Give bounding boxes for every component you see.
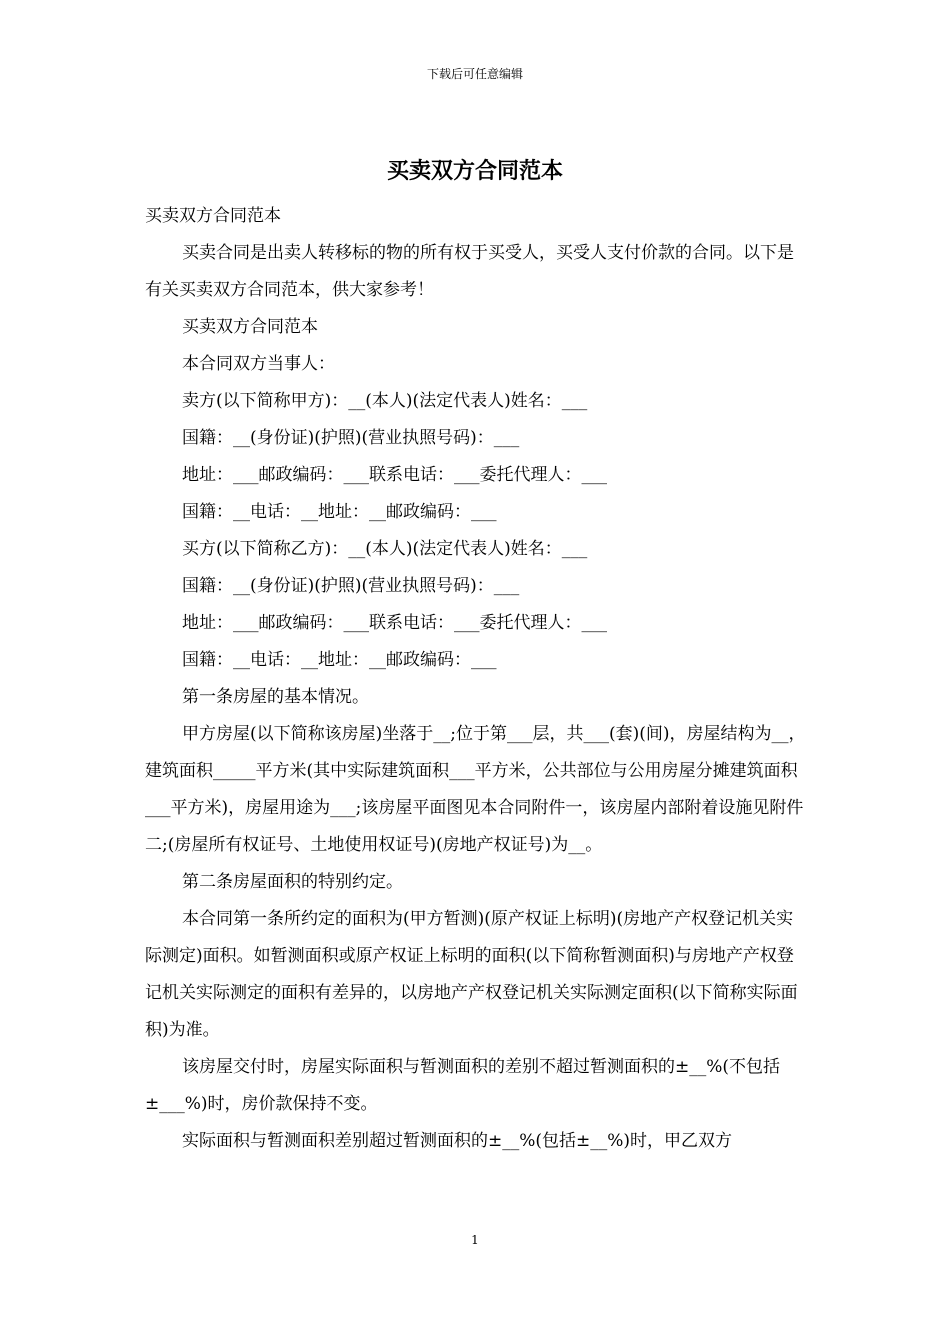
paragraph: 买卖合同是出卖人转移标的物的所有权于买受人，买受人支付价款的合同。以下是有关买卖双方合同范本，供大家参考！ [145,243,794,300]
document-body [145,198,807,1160]
paragraph: 甲方房屋(以下简称该房屋)坐落于__;位于第___层，共___(套)(间)，房屋结构为__，建筑面积_____平方米(其中实际建筑面积___平方米，公共部位与公用房屋分摊建筑面积___平方米)，房屋用途为___;该房屋平面图见本合同附件一，该房屋内部附着设施见附件二;(房屋所有权证号、土地使用权证号)(房地产权证号)为__。 [145,724,806,855]
paragraph: 买卖双方合同范本 [145,206,281,226]
paragraph: 第一条房屋的基本情况。 [182,687,369,707]
paragraph: 买卖双方合同范本 [182,317,318,337]
document-title: 买卖双方合同范本 [386,158,563,184]
paragraph: 实际面积与暂测面积差别超过暂测面积的±__%(包括±__%)时，甲乙双方 [182,1131,733,1151]
paragraph: 国籍：__(身份证)(护照)(营业执照号码)：___ [182,428,520,448]
paragraph: 国籍：__电话：__地址：__邮政编码：___ [182,502,497,522]
paragraph: 国籍：__电话：__地址：__邮政编码：___ [182,650,497,670]
paragraph: 第二条房屋面积的特别约定。 [182,872,403,892]
paragraph: 地址：___邮政编码：___联系电话：___委托代理人：___ [182,613,607,633]
paragraph: 本合同双方当事人： [182,354,335,374]
paragraph: 国籍：__(身份证)(护照)(营业执照号码)：___ [182,576,520,596]
paragraph: 该房屋交付时，房屋实际面积与暂测面积的差别不超过暂测面积的±__%(不包括±___%)时，房价款保持不变。 [145,1057,781,1114]
paragraph: 本合同第一条所约定的面积为(甲方暂测)(原产权证上标明)(房地产产权登记机关实际测定)面积。如暂测面积或原产权证上标明的面积(以下简称暂测面积)与房地产产权登记机关实际测定的面积有差异的，以房地产产权登记机关实际测定面积(以下简称实际面积)为准。 [145,909,798,1040]
paragraph: 买方(以下简称乙方)：__(本人)(法定代表人)姓名：___ [182,539,588,559]
paragraph: 卖方(以下简称甲方)：__(本人)(法定代表人)姓名：___ [182,391,588,411]
page-header: 下载后可任意编辑 [426,67,523,81]
paragraph: 地址：___邮政编码：___联系电话：___委托代理人：___ [182,465,607,485]
page-number: 1 [471,1233,479,1247]
